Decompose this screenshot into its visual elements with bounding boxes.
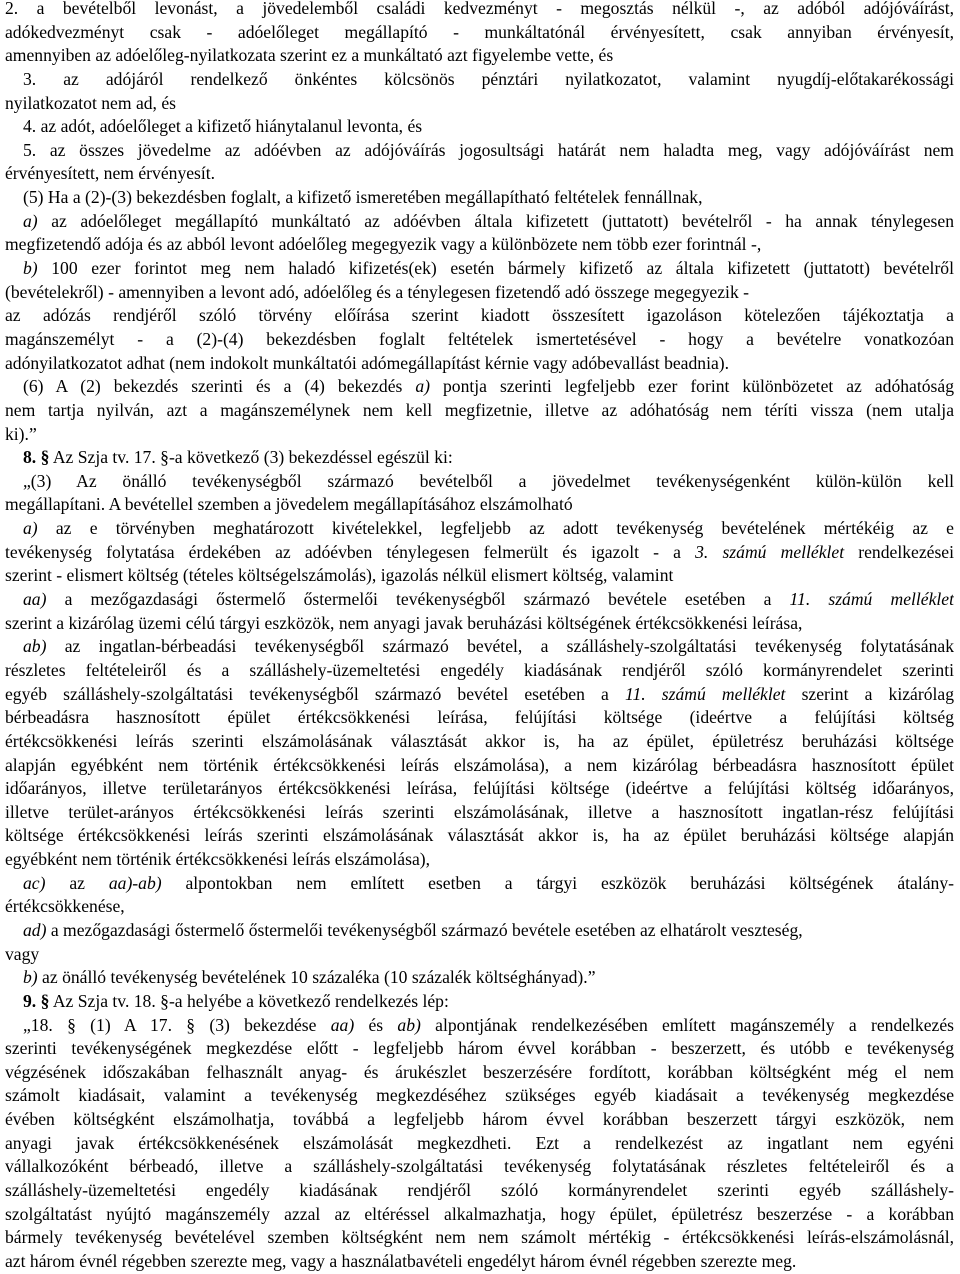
text-line: a) az e törvényben meghatározott kivételekkel, legfeljebb az adott tevékenység bevételének mértékéig az e: [23, 518, 954, 539]
text-line: 5. az összes jövedelme az adóévben az adójóváírás jogosultsági határát nem haladta meg, vagy adójóváírást nem: [23, 139, 954, 160]
text-line: a) az adóelőleget megállapító munkáltató az adóévben általa kifizetett (juttatott) bevételről - ha annak ténylegesen: [23, 210, 954, 231]
text-line: ab) az ingatlan-bérbeadási tevékenységből származó bevétel, a szálláshely-szolgáltatási tevékenység folytatásának: [23, 636, 954, 657]
text-line: tevékenység folytatása érdekében az adóévben ténylegesen felmerült és igazolt - a 3. számú melléklet rendelkezései: [5, 541, 954, 562]
text-line: évében költségként elszámolhatja, továbbá a legfeljebb három évvel korábban beszerzett tárgyi eszközök, nem: [5, 1109, 954, 1130]
text-line: illetve terület-arányos értékcsökkenési leírás szerinti elszámolásának, illetve a hasznosított ingatlan-rész felújítási: [5, 801, 954, 822]
text-line: érvényesített, nem érvényesít.: [5, 163, 216, 184]
text-line: számolt kiadásait, valamint a tevékenység megkezdéséhez szükséges egyéb kiadásait a tevékenység megkezdése: [5, 1085, 954, 1106]
text-line: amennyiben az adóelőleg-nyilatkozata szerint ez a munkáltató azt figyelembe vette, és: [5, 45, 614, 66]
text-line: időarányos, illetve területarányos értékcsökkenési leírása, felújítási költsége (ideértve a felújítási költség időarányos,: [5, 778, 954, 799]
text-line: értékcsökkenési leírás szerinti elszámolásának választását akkor is, ha az épület, épületrész beruházási költsége: [5, 730, 954, 751]
text-line: az adózás rendjéről szóló törvény előírása szerint kiadott összesített igazoláson kötelezően tájékoztatja a: [5, 305, 954, 326]
text-line: egyébként nem történik értékcsökkenési leírás elszámolása),: [5, 849, 431, 870]
text-line: adónyilatkozatot adhat (nem indokolt munkáltatói adómegállapítást kérnie vagy adóbevallást beadnia).: [5, 352, 730, 373]
text-line: (6) A (2) bekezdés szerinti és a (4) bekezdés a) pontja szerinti legfeljebb ezer forint különbözetet az adóhatóság: [23, 376, 954, 397]
text-line: b) az önálló tevékenység bevételének 10 százaléka (10 százalék költséghányad).”: [23, 967, 596, 988]
text-line: bérbeadásra hasznosított épület értékcsökkenési leírása, felújítási költsége (ideértve a felújítási költség: [5, 707, 954, 728]
text-line: részletes feltételeiről és a szálláshely-üzemeltetési engedély kiadásának rendjéről szóló kormányrendelet szerinti: [5, 659, 954, 680]
text-line: költsége értékcsökkenési leírás szerinti elszámolásának választását akkor is, ha az épület beruházási költsége alapján: [5, 825, 954, 846]
text-line: „(3) Az önálló tevékenységből származó bevételből a jövedelmet tevékenységenként külön-külön kell: [23, 470, 954, 491]
text-line: értékcsökkenése,: [5, 896, 125, 917]
text-line: 4. az adót, adóelőleget a kifizető hiánytalanul levonta, és: [23, 116, 423, 137]
text-line: nem tartja nyilván, azt a magánszemélynek nem kell megfizetnie, illetve az adóhatóság nem téríti vissza (nem utalja: [5, 399, 954, 420]
text-line: (bevételekről) - amennyiben a levont adó, adóelőleg és a ténylegesen fizetendő adó összege megegyezik -: [5, 281, 749, 302]
text-line: végzésének időszakában felhasznált anyag- és árukészlet beszerzésére fordított, korábban költségként még el nem: [5, 1061, 954, 1082]
text-line: 2. a bevételből levonást, a jövedelemből családi kedvezményt - megosztás nélkül -, az adóból adójóváírást,: [5, 0, 954, 18]
text-line: b) 100 ezer forintot meg nem haladó kifizetés(ek) esetén bármely kifizető az általa kifizetett (juttatott) bevételről: [23, 258, 954, 279]
text-line: „18. § (1) A 17. § (3) bekezdése aa) és ab) alpontjának rendelkezésében említett magánszemély a rendelkezés: [23, 1014, 954, 1035]
text-line: ki).”: [5, 423, 37, 444]
text-line: anyagi javak értékcsökkenésének elszámolását megkezdheti. Ezt a rendelkezést az ingatlant nem egyéni: [5, 1132, 954, 1153]
text-line: szolgáltatást nyújtó magánszemély azzal az eltéréssel alkalmazhatja, hogy épület, épületrész beszerzése - a korábban: [5, 1203, 954, 1224]
text-line: (5) Ha a (2)-(3) bekezdésben foglalt, a kifizető ismeretében megállapítható feltételek fennállnak,: [23, 187, 703, 208]
text-line: szerint a kizárólag üzemi célú tárgyi eszközök, nem anyagi javak beruházási költségének értékcsökkenési leírása,: [5, 612, 803, 633]
text-line: vagy: [5, 943, 40, 964]
text-line: 3. az adójáról rendelkező önkéntes kölcsönös pénztári nyilatkozatot, valamint nyugdíj-előtakarékossági: [23, 68, 954, 89]
text-line: vállalkozóként bérbeadó, illetve a szálláshely-szolgáltatási tevékenység folytatásának részletes feltételeiről és a: [5, 1156, 954, 1177]
text-line: ac) az aa)-ab) alpontokban nem említett esetben a tárgyi eszközök beruházási költségének átalány-: [23, 872, 954, 893]
text-line: 8. § Az Szja tv. 17. §-a következő (3) bekezdéssel egészül ki:: [23, 447, 453, 468]
text-line: azt három évnél régebben szerezte meg, vagy a használatbavételi engedélyt három évnél régebben szerezte meg.: [5, 1250, 797, 1271]
text-line: megfizetendő adója és az abból levont adóelőleg megegyezik vagy a különbözete nem több ezer forintnál -,: [5, 234, 762, 255]
text-line: ad) a mezőgazdasági őstermelő őstermelői tevékenységből származó bevétele esetében az elhatárolt veszteség,: [23, 919, 803, 940]
text-line: szerinti tevékenységének megkezdése előtt - legfeljebb három évvel korábban - beszerzett, és utóbb e tevékenység: [5, 1038, 954, 1059]
text-line: szálláshely-üzemeltetési engedély kiadásának rendjéről szóló kormányrendelet szerinti egyéb szálláshely-: [5, 1180, 954, 1201]
text-line: alapján egyébként nem történik értékcsökkenési leírás elszámolása), a nem kizárólag bérbeadásra hasznosított épület: [5, 754, 954, 775]
text-line: 9. § Az Szja tv. 18. §-a helyébe a következő rendelkezés lép:: [23, 990, 449, 1011]
text-line: magánszemélyt - a (2)-(4) bekezdésben foglalt feltételek ismertetésével - hogy a bevételre vonatkozóan: [5, 328, 954, 349]
text-line: egyéb szálláshely-szolgáltatási tevékenységből származó bevétel esetében a 11. számú melléklet szerint a kizárólag: [5, 683, 954, 704]
text-line: adókedvezményt csak - adóelőleget megállapító - munkáltatónál érvényesített, csak annyiban érvényesít,: [5, 21, 954, 42]
text-line: aa) a mezőgazdasági őstermelő őstermelői tevékenységből származó bevétele esetében a 11. számú melléklet: [23, 589, 954, 610]
text-line: nyilatkozatot nem ad, és: [5, 92, 176, 113]
text-line: bármely tevékenység bevételével szemben költségként nem nem számolt mértékig - értékcsökkenési leírás-elszámolásnál,: [5, 1227, 954, 1248]
text-line: szerint - elismert költség (tételes költségelszámolás), igazolás nélkül elismert költség, valamint: [5, 565, 674, 586]
text-line: megállapítani. A bevétellel szemben a jövedelem megállapításához elszámolható: [5, 494, 573, 515]
